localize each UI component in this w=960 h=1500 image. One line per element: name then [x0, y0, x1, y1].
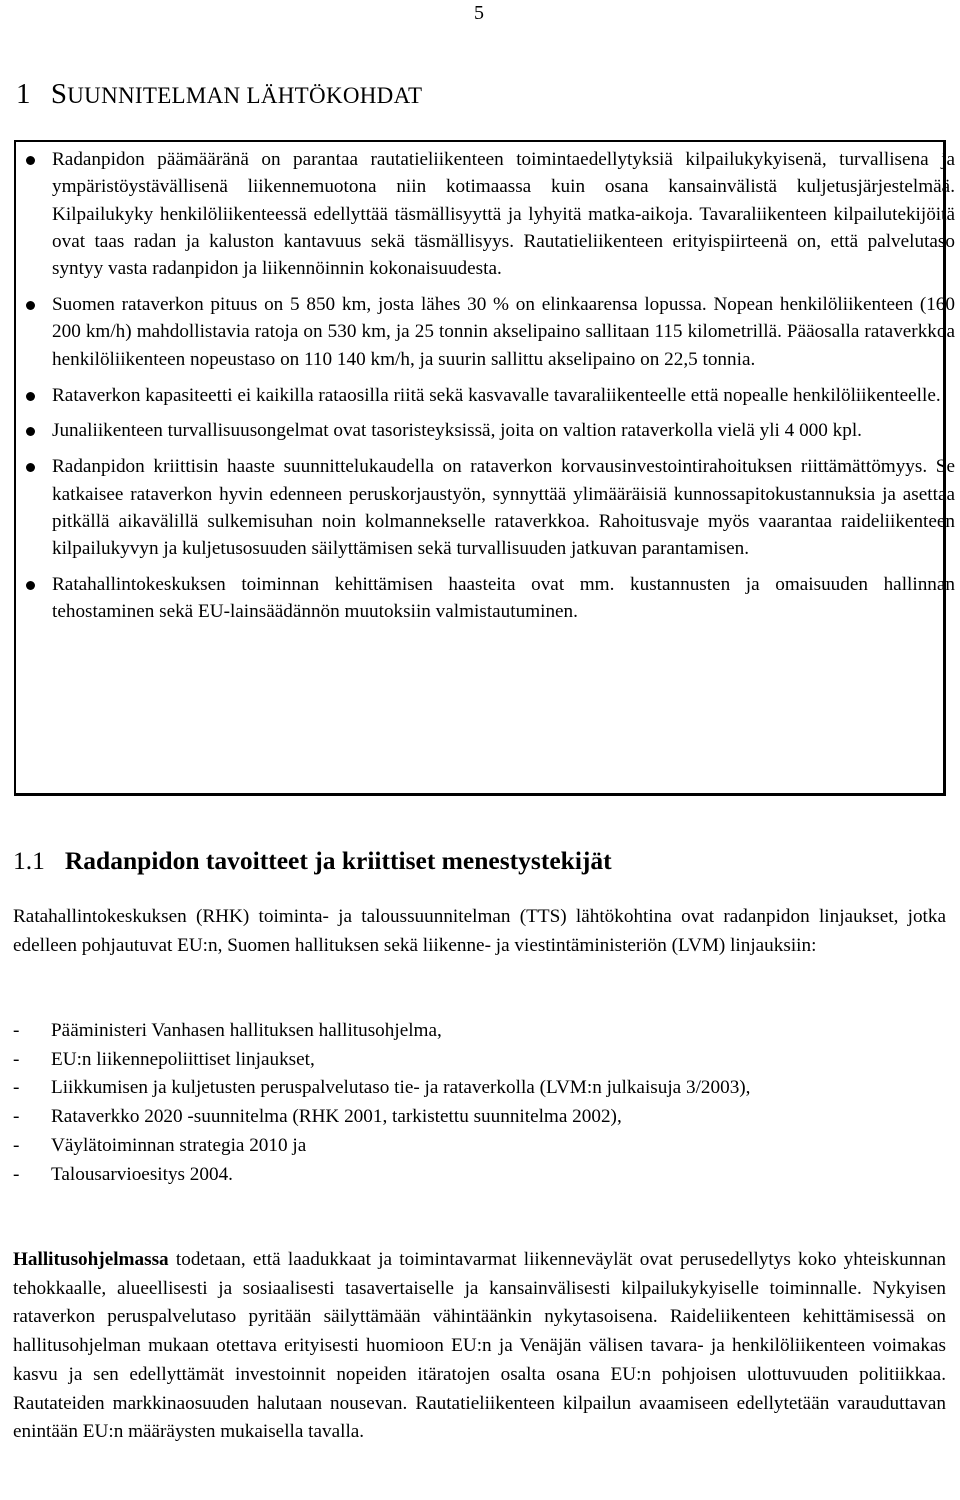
chapter-title-initial: S — [50, 78, 68, 110]
closing-paragraph-text: todetaan, että laadukkaat ja toimintavarmat liikenneväylät ovat perusedellytys koko yhteiskunnan tehokkaalle, alueellisesti ja sosiaalisesti tasavertaiselle ja kansainvälisesti kilpailukykyiselle toiminnalle. Nykyisen rataverkon peruspalvelutaso pyritään säilyttämään vähintäänkin nykytasoisena. Raideliikenteen kehittämisessä on hallitusohjelman mukaan otettava erityisesti huomioon EU:n ja Venäjän välisen tavara- ja henkilöliikenteen voimakas kasvu ja sen edellyttämät investoinnit nopeiden itäratojen osalta osana EU:n pohjoisen ulottuvuuden politiikkaa. Rautateiden markkinaosuuden halutaan nousevan. Rautatieliikenteen kilpailun avaamiseen edellytetään varauduttavan enintään EU:n määräysten mukaisella tavalla. — [13, 1249, 946, 1443]
dash-list-item: - Rataverkko 2020 -suunnitelma (RHK 2001, tarkistettu suunnitelma 2002), — [13, 1103, 946, 1132]
section-title: Radanpidon tavoitteet ja kriittiset menestystekijät — [64, 846, 612, 875]
section-heading — [13, 843, 612, 879]
closing-paragraph — [13, 1246, 946, 1447]
bullet-item: Suomen rataverkon pituus on 5 850 km, josta lähes 30 % on elinkaarensa lopussa. Nopean henkilöliikenteen (160 200 km/h) mahdollistavia ratoja on 530 km, ja 25 tonnin akselipaino sallitaan 115 kilometrillä. Pääosalla rataverkkoa henkilöliikenteen nopeustaso on 110 140 km/h, ja suurin sallittu akselipaino on 22,5 tonnia. — [15, 291, 955, 373]
dash-list-item: - Väylätoiminnan strategia 2010 ja — [13, 1132, 946, 1161]
section-number: 1.1 — [13, 846, 45, 875]
summary-bullet-list — [15, 146, 955, 634]
dash-list-item: - Talousarvioesitys 2004. — [13, 1161, 946, 1190]
closing-paragraph-lead: Hallitusohjelmassa — [13, 1249, 169, 1270]
bullet-item: Ratahallintokeskuksen toiminnan kehittämisen haasteita ovat mm. kustannusten ja omaisuuden hallinnan tehostaminen sekä EU-lainsäädännön muutoksiin valmistautuminen. — [15, 571, 955, 626]
dash-list-item: - EU:n liikennepoliittiset linjaukset, — [13, 1046, 946, 1075]
bullet-item: Radanpidon kriittisin haaste suunnittelukaudella on rataverkon korvausinvestointirahoituksen riittämättömyys. Se katkaisee rataverkon hyvin edenneen peruskorjaustyön, synnyttää ylimääräisiä kunnossapitokustannuksia ja asettaa pitkällä aikavälillä sulkemisuhan noin kolmannekselle rataverkkoa. Rahoitusvaje myös vaarantaa raideliikenteen kilpailukyvyn ja kuljetusosuuden säilyttämisen sekä turvallisuuden jatkuvan parantamisen. — [15, 453, 955, 562]
chapter-title-rest: UUNNITELMAN LÄHTÖKOHDAT — [67, 83, 423, 108]
policy-source-list — [13, 1017, 946, 1189]
dash-list-item: - Pääministeri Vanhasen hallituksen hallitusohjelma, — [13, 1017, 946, 1046]
chapter-number: 1 — [16, 78, 31, 110]
bullet-item: Radanpidon päämääränä on parantaa rautatieliikenteen toimintaedellytyksiä kilpailukykyisenä, turvallisena ja ympäristöystävällisenä liikennemuotona niin kotimaassa kuin osana kansainvälistä kuljetusjärjestelmää. Kilpailukyky henkilöliikenteessä edellyttää täsmällisyyttä ja lyhyitä matka-aikoja. Tavaraliikenteen kilpailutekijöitä ovat taas radan ja kaluston kantavuus sekä täsmällisyys. Rautatieliikenteen erityispiirteenä on, että palvelutaso syntyy vasta radanpidon ja liikennöinnin kokonaisuudesta. — [15, 146, 955, 282]
bullet-item: Rataverkon kapasiteetti ei kaikilla rataosilla riitä sekä kasvavalle tavaraliikenteelle että nopealle henkilöliikenteelle. — [15, 382, 955, 409]
intro-paragraph: Ratahallintokeskuksen (RHK) toiminta- ja taloussuunnitelman (TTS) lähtökohtina ovat radanpidon linjaukset, jotka edelleen pohjautuvat EU:n, Suomen hallituksen sekä liikenne- ja viestintäministeriön (LVM) linjauksiin: — [13, 906, 946, 956]
page-number: 5 — [474, 2, 484, 24]
chapter-heading — [16, 74, 422, 116]
dash-list-item: - Liikkumisen ja kuljetusten peruspalvelutaso tie- ja rataverkolla (LVM:n julkaisuja 3/2003), — [13, 1074, 946, 1103]
bullet-item: Junaliikenteen turvallisuusongelmat ovat tasoristeyksissä, joita on valtion rataverkolla vielä yli 4 000 kpl. — [15, 417, 955, 444]
